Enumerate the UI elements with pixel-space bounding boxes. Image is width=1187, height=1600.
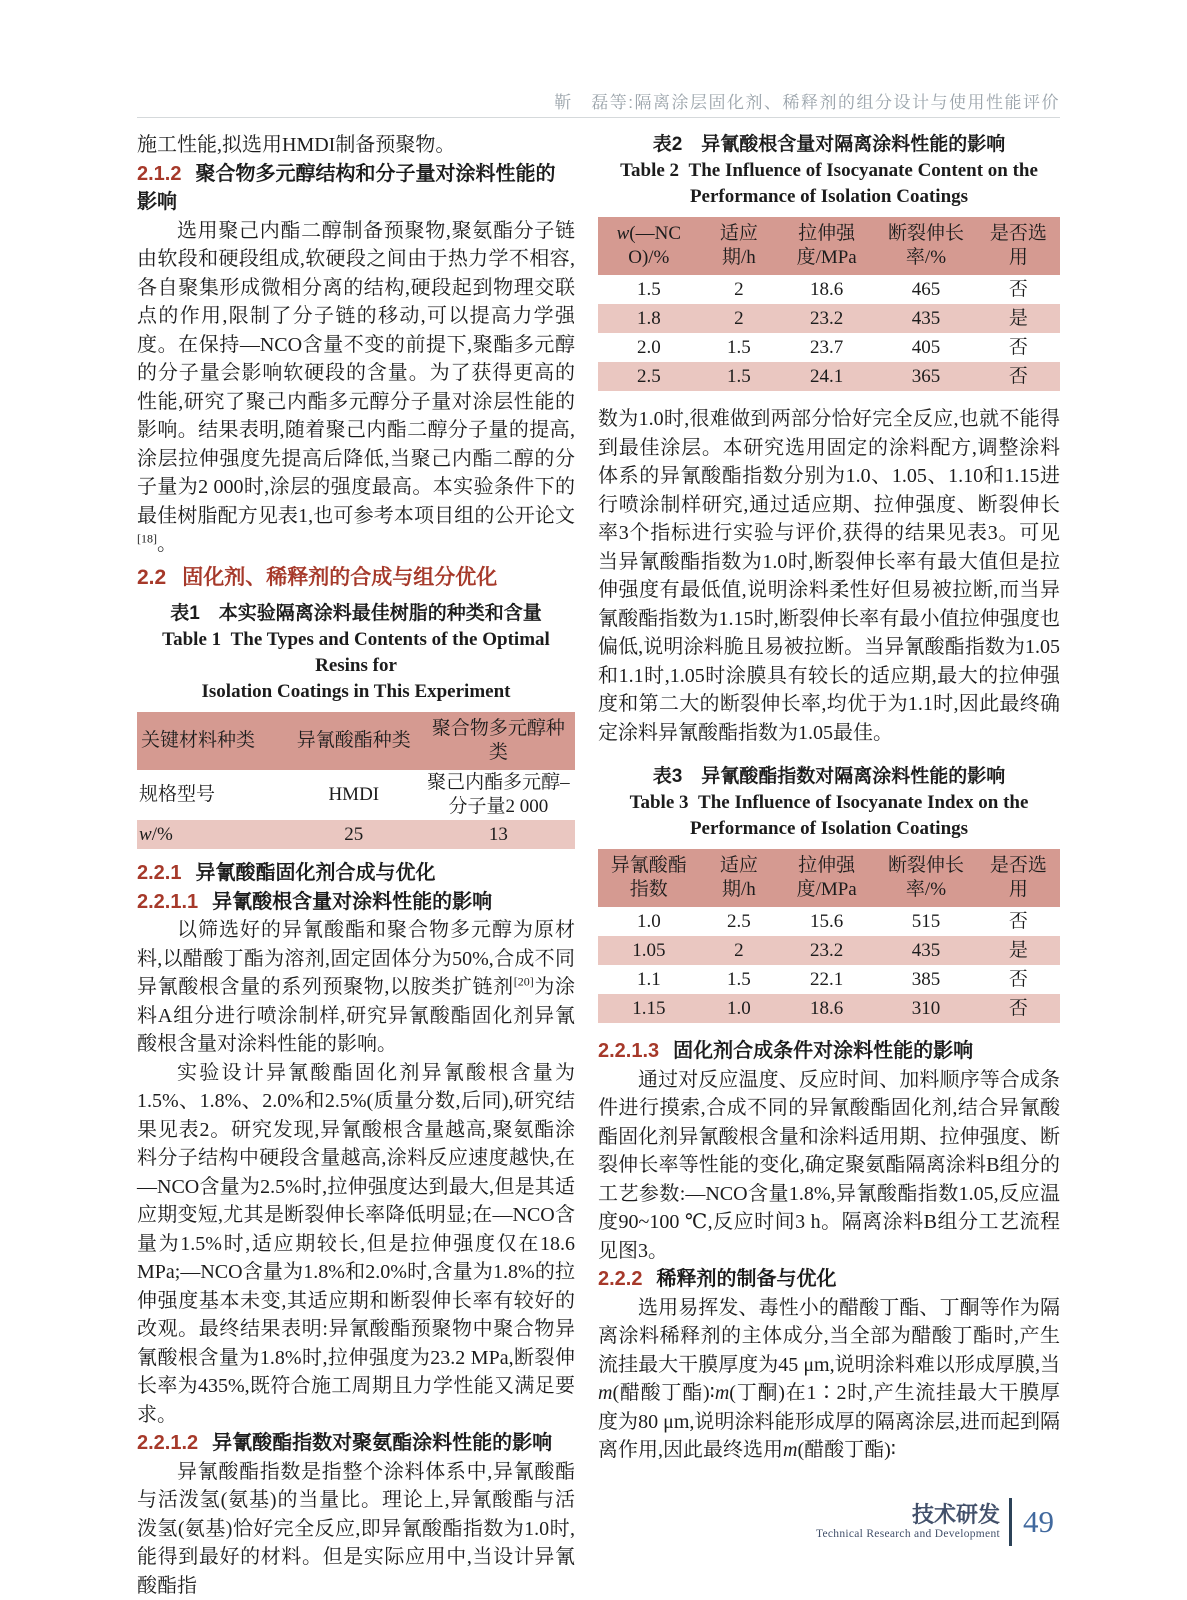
section-title: 稀释剂的制备与优化 [656,1268,837,1290]
paragraph-index-continued: 数为1.0时,很难做到两部分恰好完全反应,也就不能得到最佳涂层。本研究选用固定的涂料配方,调整涂料体系的异氰酸酯指数分别为1.0、1.05、1.10和1.15进行喷涂制样研究,通过适应期、拉伸强度、断裂伸长率3个指标进行实验与评价,获得的结果见表3。可见当异氰酸酯指数为1.0时,断裂伸长率有最大值但是拉伸强度有最低值,说明涂料柔性好但易被拉断,而当异氰酸酯指数为1.15时,断裂伸长率有最小值拉伸强度也偏低,说明涂料脆且易被拉断。当异氰酸酯指数为1.05和1.1时,1.05时涂膜具有较长的适应期,最大的拉伸强度和第二大的断裂伸长率,均优于为1.1时,因此最终确定涂料异氰酸酯指数为1.05最佳。 [598,408,1060,744]
table3-block [598,763,1060,1023]
table3-row [598,907,1060,936]
footer-section-en: Technical Research and Development [815,1527,1000,1540]
table1-block [137,600,575,849]
data-cell: 2 [734,307,744,329]
data-cell: 2 [734,278,744,300]
table2-header-row [598,217,1060,275]
left-column [137,131,575,1600]
w-unit: /% [151,823,173,845]
table2-caption-en-line1: Table 2 The Influence of Isocyanate Content on the [620,160,1038,181]
data-cell: 365 [911,365,941,387]
data-cell: 否 [1008,336,1028,358]
footer-section-cn: 技术研发 [911,1501,1000,1527]
table1-caption-cn: 表1 本实验隔离涂料最佳树脂的种类和含量 [170,603,542,624]
data-cell: 规格型号 [139,784,216,805]
table2-block [598,131,1060,391]
section-title: 聚合物多元醇结构和分子量对涂料性能的影响 [137,162,556,213]
header-rule [137,117,1060,118]
data-cell: 18.6 [810,997,844,1019]
data-cell: 18.6 [810,278,844,300]
citation-ref-18: [18] [137,531,157,546]
table3-caption-en-line2: Performance of Isolation Coatings [689,818,969,839]
data-cell: 2 [734,939,744,961]
data-cell: 2.5 [727,910,751,932]
right-column [598,131,1060,1465]
data-cell: 2.0 [636,336,661,358]
data-cell: 1.5 [727,336,751,358]
data-cell: 23.2 [810,307,844,329]
w-symbol: w [616,223,630,244]
data-cell: 否 [1008,997,1028,1019]
section-heading-2-2-1 [137,859,575,888]
data-cell: 435 [911,939,941,961]
header-cell: 拉伸强度/MPa [796,855,857,900]
data-cell: 23.2 [810,939,844,961]
data-cell: 15.6 [810,910,844,932]
table2-row [598,362,1060,391]
header-cell: 聚合物多元醇种类 [431,718,565,763]
header-text: (—NCO)/% [628,223,682,268]
data-cell: 是 [1008,307,1028,329]
header-cell: 适应期/h [719,855,758,900]
paragraph-continued: 施工性能,拟选用HMDI制备预聚物。 [137,134,456,156]
header-cell: 是否选用 [989,223,1047,268]
data-cell: 1.1 [636,968,661,990]
section-heading-2-2-1-1 [137,888,575,917]
table2 [598,217,1060,391]
paragraph-nco-content: 实验设计异氰酸酯固化剂异氰酸根含量为1.5%、1.8%、2.0%和2.5%(质量分数,后同),研究结果见表2。研究发现,异氰酸根含量越高,聚氨酯涂料分子结构中硬段含量越高,涂料反应速度越快,在—NCO含量为2.5%时,拉伸强度达到最大,但是其适应期变短,尤其是断裂伸长率降低明显;在—NCO含量为1.5%时,适应期较长,但是拉伸强度仅在18.6 MPa;—NCO含量为1.8%和2.0%时,含量为1.8%的拉伸强度基本未变,其适应期和断裂伸长率有较好的改观。最终结果表明:异氰酸酯预聚物中聚合物异氰酸根含量为1.8%时,拉伸强度为23.2 MPa,断裂伸长率为435%,既符合施工周期且力学性能又满足要求。 [137,1061,575,1426]
data-cell: 1.8 [636,307,661,329]
header-cell: 异氰酸酯种类 [296,730,411,751]
paragraph-index-intro: 异氰酸酯指数是指整个涂料体系中,异氰酸酯与活泼氢(氨基)的当量比。理论上,异氰酸酯与活泼氢(氨基)恰好完全反应,即异氰酸酯指数为1.0时,能得到最好的材料。但是实际应用中,当设计异氰酸酯指 [137,1460,575,1597]
section-title: 异氰酸酯指数对聚氨酯涂料性能的影响 [212,1432,553,1454]
table3-caption-en-line1: Table 3 The Influence of Isocyanate Index on the [629,792,1029,813]
table2-row [598,333,1060,362]
data-cell: 435 [911,307,941,329]
data-cell: 1.0 [636,910,661,932]
data-cell: 否 [1008,278,1028,300]
data-cell: 1.5 [727,365,751,387]
paragraph-text: (丁酮)在1∶2时,产生流挂最大干膜厚度为80 μm,说明涂料能形成厚的隔离涂层,进而起到隔离作用,因此最终选用 [598,1382,1060,1461]
section-number: 2.2.1.2 [137,1432,199,1454]
section-number: 2.2.1 [137,862,182,884]
data-cell: 1.0 [727,997,751,1019]
header-cell: 拉伸强度/MPa [796,223,857,268]
section-heading-2-2-1-3 [598,1037,1060,1066]
paragraph-text: 。 [157,533,177,555]
data-cell: 否 [1008,365,1028,387]
table3-row [598,965,1060,994]
paragraph-text: 以筛选好的异氰酸酯和聚合物多元醇为原材料,以醋酸丁酯为溶剂,固定固体分为50%,合成不同异氰酸根含量的系列预聚物,以胺类扩链剂 [137,919,575,998]
table1-header-row [137,712,575,770]
data-cell: 24.1 [810,365,844,387]
page-footer [816,1498,1054,1546]
citation-ref-20: [20] [513,974,534,989]
section-heading-2-2-1-2 [137,1429,575,1458]
data-cell: 13 [488,823,508,845]
data-cell: 1.5 [636,278,661,300]
table1-row-w [137,820,575,849]
header-cell: 断裂伸长率/% [887,855,964,900]
data-cell: 465 [911,278,941,300]
table2-row [598,304,1060,333]
paragraph-text: 选用聚己内酯二醇制备预聚物,聚氨酯分子链由软段和硬段组成,软硬段之间由于热力学不相容,各自聚集形成微相分离的结构,硬段起到物理交联点的作用,限制了分子链的移动,可以提高力学强度。在保持—NCO含量不变的前提下,聚酯多元醇的分子量会影响软硬段的含量。为了获得更高的性能,研究了聚己内酯多元醇分子量对涂层性能的影响。结果表明,随着聚己内酯二醇分子量的提高,涂层拉伸强度先提高后降低,当聚己内酯二醇的分子量为2 000时,涂层的强度最高。本实验条件下的最佳树脂配方见表1,也可参考本项目组的公开论文 [137,219,575,527]
data-cell: HMDI [328,784,380,805]
table3-row [598,936,1060,965]
section-title: 异氰酸酯固化剂合成与优化 [195,862,436,884]
table1-row-spec [137,770,575,820]
data-cell: 是 [1008,939,1028,961]
footer-section [816,1503,1000,1542]
footer-divider [1009,1498,1012,1546]
table3-header-row [598,849,1060,907]
paragraph-text: 为涂料A组分进行喷涂制样,研究异氰酸酯固化剂异氰酸根含量对涂料性能的影响。 [137,976,576,1055]
data-cell: 1.05 [632,939,666,961]
m-symbol: m [714,1382,730,1404]
header-cell: 断裂伸长率/% [887,223,964,268]
data-cell: 515 [911,910,941,932]
section-heading-2-1-2 [137,160,575,217]
header-cell: 是否选用 [989,855,1047,900]
data-cell: 23.7 [810,336,844,358]
section-title: 异氰酸根含量对涂料性能的影响 [212,890,493,913]
table1-caption-en-line1: Table 1 The Types and Contents of the Optimal Resins for [162,629,550,676]
data-cell: 385 [911,968,941,990]
running-title: 靳 磊等:隔离涂层固化剂、稀释剂的组分设计与使用性能评价 [554,93,1060,112]
data-cell: 1.15 [632,997,666,1019]
header-cell: 异氰酸酯指数 [610,855,687,900]
paragraph-text: 选用易挥发、毒性小的醋酸丁酯、丁酮等作为隔离涂料稀释剂的主体成分,当全部为醋酸丁酯时,产生流挂最大干膜厚度为45 μm,说明涂料难以形成厚膜,当 [598,1296,1060,1376]
w-symbol: w [139,823,152,845]
paragraph-text: (醋酸丁酯)∶ [797,1439,896,1461]
m-symbol: m [783,1439,798,1461]
data-cell: 2.5 [636,365,661,387]
section-title: 固化剂合成条件对涂料性能的影响 [673,1040,974,1062]
data-cell: 310 [911,997,941,1019]
page-number: 49 [1023,1504,1054,1539]
section-number: 2.2.2 [598,1268,643,1290]
table3 [598,849,1060,1023]
section-number: 2.2.1.1 [137,890,199,913]
section-heading-2-2-2 [598,1265,1060,1294]
section-number: 2.2 [137,565,167,589]
header-cell: 关键材料种类 [141,730,256,751]
section-heading-2-2 [137,564,575,593]
table3-row [598,994,1060,1023]
section-number: 2.1.2 [137,162,182,185]
data-cell: 22.1 [810,968,844,990]
data-cell: 否 [1008,968,1028,990]
table2-caption-en-line2: Performance of Isolation Coatings [689,186,969,207]
section-title: 固化剂、稀释剂的合成与组分优化 [182,565,498,589]
section-number: 2.2.1.3 [598,1040,660,1062]
paragraph-text: (醋酸丁酯)∶ [612,1382,715,1404]
header-cell: 适应期/h [719,223,758,268]
data-cell: 405 [911,336,941,358]
table1-caption-en-line2: Isolation Coatings in This Experiment [201,681,511,702]
table2-row [598,275,1060,304]
header-cell [598,217,700,275]
data-cell: 聚己内酯多元醇–分子量2 000 [427,772,570,817]
paragraph-materials [137,916,575,1059]
data-cell: 否 [1008,910,1028,932]
paragraph-polyol [137,217,575,559]
data-cell: 1.5 [727,968,751,990]
paragraph-diluent [598,1294,1060,1465]
m-symbol: m [598,1382,613,1404]
paragraph-synthesis-conditions: 通过对反应温度、反应时间、加料顺序等合成条件进行摸索,合成不同的异氰酸酯固化剂,结合异氰酸酯固化剂异氰酸根含量和涂料适用期、拉伸强度、断裂伸长率等性能的变化,确定聚氨酯隔离涂料B组分的工艺参数:—NCO含量1.8%,异氰酸酯指数1.05,反应温度90~100 ℃,反应时间3 h。隔离涂料B组分工艺流程见图3。 [598,1068,1060,1262]
table3-caption-cn: 表3 异氰酸酯指数对隔离涂料性能的影响 [652,766,1006,787]
data-cell [137,820,286,849]
data-cell: 25 [344,823,364,845]
table1 [137,712,575,849]
table2-caption-cn: 表2 异氰酸根含量对隔离涂料性能的影响 [652,134,1006,155]
